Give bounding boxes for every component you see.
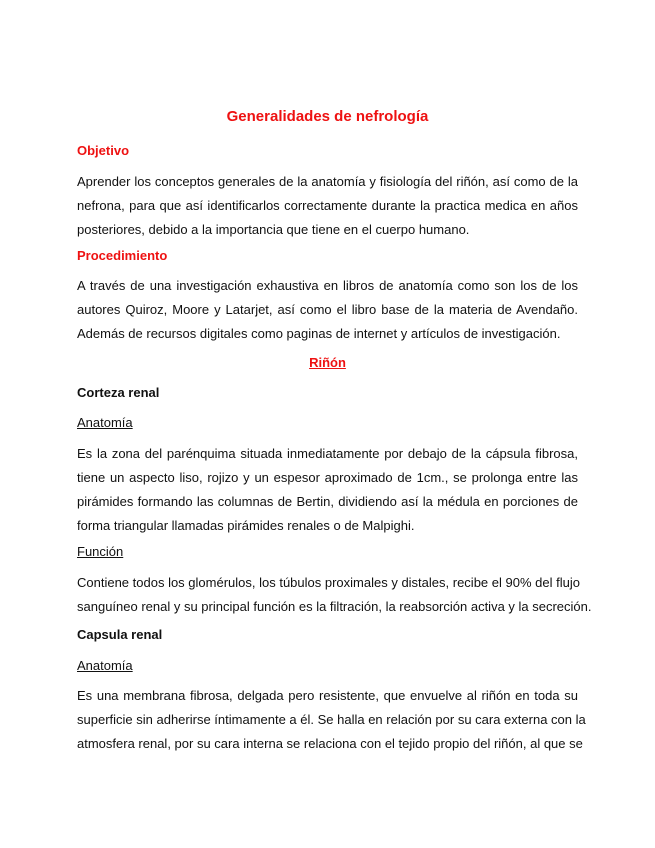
paragraph-line: superficie sin adherirse íntimamente a él. Se halla en relación por su cara externa con la (77, 712, 586, 727)
objetivo-paragraph (77, 170, 578, 242)
paragraph-line: tiene un aspecto liso, rojizo y un espesor aproximado de 1cm., se prolonga entre las (77, 470, 578, 485)
paragraph-line: Es una membrana fibrosa, delgada pero resistente, que envuelve al riñón en toda su (77, 688, 578, 703)
rinon-heading: Riñón (309, 355, 346, 370)
corteza-anatomia-paragraph (77, 442, 578, 538)
paragraph-line: Contiene todos los glomérulos, los túbulos proximales y distales, recibe el 90% del flujo (77, 575, 580, 590)
objetivo-heading: Objetivo (77, 143, 130, 158)
procedimiento-heading: Procedimiento (77, 248, 168, 263)
capsula-anatomia-paragraph (77, 684, 586, 756)
document-title: Generalidades de nefrología (226, 108, 429, 125)
corteza-funcion-paragraph (77, 571, 592, 619)
corteza-heading: Corteza renal (77, 385, 160, 400)
corteza-anatomia-label: Anatomía (77, 415, 133, 430)
capsula-heading: Capsula renal (77, 627, 163, 642)
corteza-funcion-label: Función (77, 544, 124, 559)
capsula-anatomia-label: Anatomía (77, 658, 133, 673)
paragraph-line: autores Quiroz, Moore y Latarjet, así como el libro base de la materia de Avendaño. (77, 302, 578, 317)
procedimiento-paragraph (77, 274, 578, 346)
paragraph-line: Es la zona del parénquima situada inmediatamente por debajo de la cápsula fibrosa, (77, 446, 578, 461)
paragraph-line: Aprender los conceptos generales de la anatomía y fisiología del riñón, así como de la (77, 174, 578, 189)
paragraph-line: pirámides formando las columnas de Bertin, dividiendo así la médula en porciones de (77, 494, 578, 509)
paragraph-line: sanguíneo renal y su principal función es la filtración, la reabsorción activa y la secreción. (77, 599, 592, 614)
paragraph-line: forma triangular llamadas pirámides renales o de Malpighi. (77, 518, 415, 533)
paragraph-line: posteriores, debido a la importancia que tiene en el cuerpo humano. (77, 222, 470, 237)
paragraph-line: A través de una investigación exhaustiva en libros de anatomía como son los de los (77, 278, 578, 293)
paragraph-line: Además de recursos digitales como paginas de internet y artículos de investigación. (77, 326, 561, 341)
paragraph-line: nefrona, para que así identificarlos correctamente durante la practica medica en años (77, 198, 578, 213)
paragraph-line: atmosfera renal, por su cara interna se relaciona con el tejido propio del riñón, al que se (77, 736, 583, 751)
